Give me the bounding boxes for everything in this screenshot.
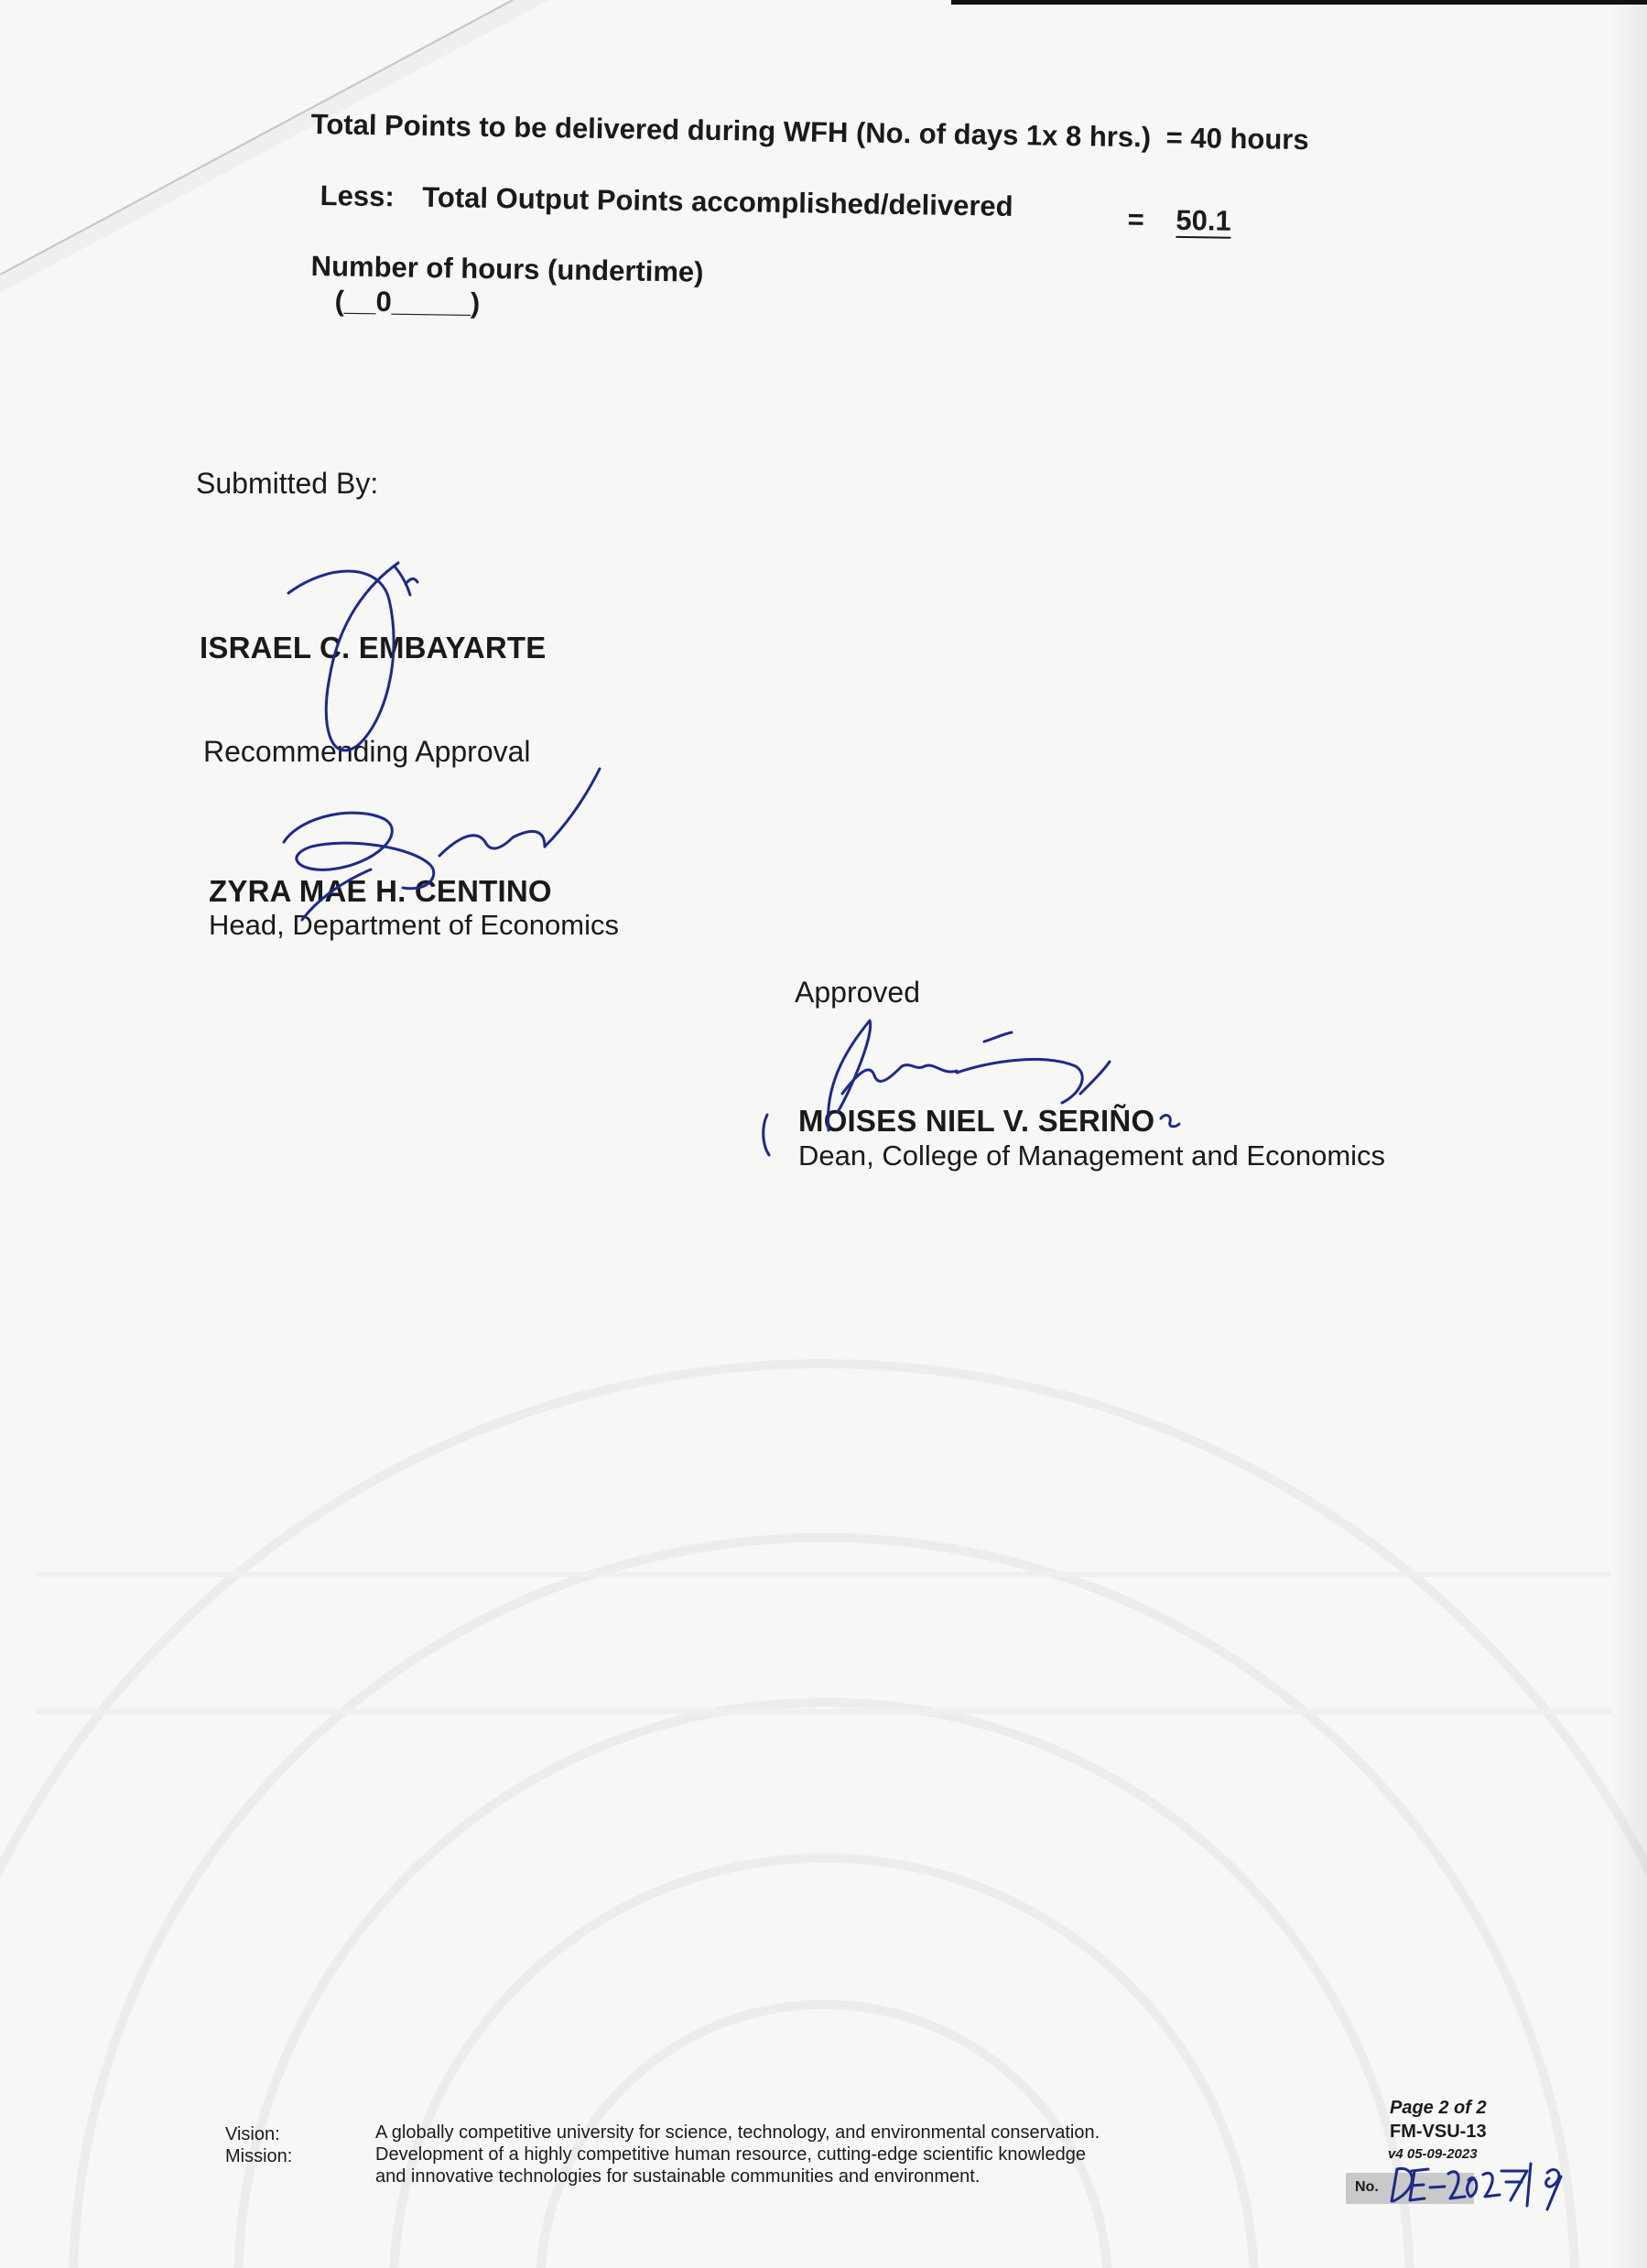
undertime-label: Number of hours (undertime) bbox=[310, 250, 704, 288]
approved-label: Approved bbox=[795, 976, 920, 1009]
approver-position: Dean, College of Management and Economics bbox=[798, 1139, 1386, 1172]
form-code: FM-VSU-13 bbox=[1390, 2122, 1487, 2142]
total-points-value: = 40 hours bbox=[1165, 121, 1309, 157]
total-points-label: Total Points to be delivered during WFH (No. of days 1x 8 hrs.) bbox=[310, 108, 1152, 154]
output-points-value: 50.1 bbox=[1176, 203, 1232, 237]
vision-text: A globally competitive university for science, technology, and environmental conservation. bbox=[375, 2122, 1100, 2143]
submitter-name: ISRAEL C. EMBAYARTE bbox=[200, 631, 547, 664]
output-equals: = bbox=[1127, 203, 1145, 236]
signature-recommender-icon bbox=[284, 769, 600, 920]
mission-text-line-1: Development of a highly competitive human resource, cutting-edge scientific knowledge bbox=[375, 2144, 1086, 2165]
recommender-name: ZYRA MAE H. CENTINO bbox=[209, 874, 552, 908]
less-label: Less: bbox=[320, 179, 395, 213]
vision-label: Vision: bbox=[225, 2124, 280, 2144]
output-points-label: Total Output Points accomplished/delivered bbox=[422, 180, 1013, 222]
signature-submitter-icon bbox=[288, 563, 417, 751]
approver-name: MOISES NIEL V. SERIÑO bbox=[798, 1104, 1155, 1138]
mission-text-line-2: and innovative technologies for sustainable communities and environment. bbox=[375, 2166, 981, 2187]
control-number-label: No. bbox=[1355, 2179, 1379, 2195]
form-version: v4 05-09-2023 bbox=[1388, 2146, 1478, 2162]
recommending-approval-label: Recommending Approval bbox=[203, 735, 531, 768]
page-number: Page 2 of 2 bbox=[1390, 2098, 1487, 2118]
submitted-by-label: Submitted By: bbox=[196, 467, 379, 500]
undertime-value: (__0_____) bbox=[334, 285, 481, 319]
recommender-position: Head, Department of Economics bbox=[209, 909, 619, 941]
signature-approver-icon bbox=[764, 1021, 1179, 1155]
mission-label: Mission: bbox=[225, 2146, 293, 2166]
